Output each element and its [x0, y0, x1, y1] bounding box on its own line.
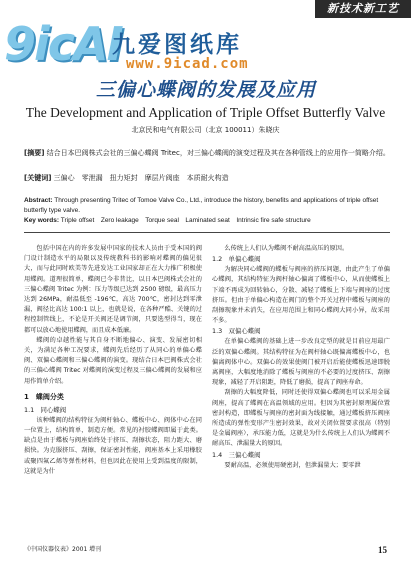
affiliation: 北京民和电气有限公司（北京 100011）朱晓庆	[131, 126, 280, 134]
watermark-site-name: 九爱图纸库	[112, 32, 242, 58]
article-title-en: The Development and Application of Triple Offset Butterfly Valve	[25, 105, 386, 120]
journal-footer: 《中国仪器仪表》2001 增刊	[24, 546, 102, 553]
section-tag: 新技术新工艺	[315, 0, 411, 18]
body-column-left	[24, 244, 202, 524]
abstract-en	[24, 196, 390, 216]
subsection-heading: 1.1 同心蝶阀	[24, 405, 67, 414]
abstract-en-text: Through presenting Tritec of Tomoe Valve Co., Ltd., introduce the history, benefits and applications of triple offset butterfly type valve.	[24, 197, 379, 214]
keywords-cn-text: 三偏心 零泄漏 扭力矩封 摩层片阀座 本质耐火构造	[53, 174, 229, 182]
abstract-cn	[24, 148, 390, 159]
abstract-en-label: Abstract:	[24, 197, 53, 204]
subsection-heading: 1.2 单偏心蝶阀	[212, 255, 261, 264]
paragraph: 刮擦的大幅度降低，同时还使得双偏心蝶阀也可以采用金属阀座，提高了蝶阀在高温领域的应用。但因为其密封原理属位置密封构造，即蝶板与阀座的密封面为线接触，通过蝶板挤压阀座所造成的弹性变形产生密封效果，故对关闭位置要求很高（特别是金属阀座），承压能力低，这就是为什么传统上人们认为蝶阀不耐高压、泄漏量大的原因。	[212, 389, 390, 448]
abstract-divider	[24, 232, 390, 233]
keywords-en-label: Key words:	[24, 217, 60, 224]
watermark-logo: 9icAI	[4, 17, 122, 71]
paragraph: 要耐高温，必须使用硬密封，但泄漏量大；要零泄	[224, 461, 361, 469]
watermark-url: www.9icad.com	[126, 56, 249, 72]
abstract-cn-label: [摘要]	[24, 149, 45, 157]
paragraph: 蝶阀的卓越性能与其自身不断地偏心、演变、发展密切相关，为满足各种工况要求，蝶阀先后经历了从同心的单偏心蝶阀、双偏心蝶阀和三偏心蝶阀的演变。现结合日本巴阀株式会社的三偏心蝶阀 Tritec 对蝶阀的演变过程及三偏心蝶阀的发展和应用作简单介绍。	[24, 336, 202, 385]
body-column-right	[212, 244, 390, 524]
keywords-cn	[24, 173, 390, 184]
paragraph: 在单偏心蝶阀的基础上进一步改良定型的就是目前应用最广泛的双偏心蝶阀。其结构特征为在阀杆轴心既偏离蝶板中心，也偏离阀体中心。双偏心的效果使阀门被开启后能使蝶板迅速即脱离阀座，大幅度地消除了蝶板与阀座的不必要的过度挤压、刮擦现象，减轻了开启阻距，降低了磨损，提高了阀座寿命。	[212, 338, 390, 387]
keywords-en	[24, 216, 390, 226]
paragraph: 包括中国在内的许多发展中国家的技术人员由于受本国的阀门设计制造水平的局限以及传统教科书的影响对蝶阀的偏见很大，而与此同时欧美等先进发达工业国家却正在大力推广积极使用蝶阀。道理很简单，蝶阀已今非昔比，以日本巴阀株式会社的三偏心蝶阀 Tritec 为例：压力等级已达到 2500 磅级，最高压力达到 26MPa，耐温低至 -196℃，高达 700℃，密封达到零泄漏，阀径比高达 100:1 以上，也就是说，在各种严酷、关键的过程控制管线上，不论是开关阀还是调节阀，只要选型得当，现在都可以放心地使用蝶阀，而且成本低廉。	[24, 245, 202, 334]
paragraph: 该种蝶阀的结构特征为阀杆轴心、蝶板中心、阀体中心在同一位置上，结构简单，制造方便。常见的衬胶蝶阀即属于此类。缺点是由于蝶板与阀座始终处于挤压、刮擦状态，阻力距大、磨损快。为克服挤压、刮擦，保证密封性能，阀座基本上采用橡胶或聚四氟乙烯等弹性材料，但也因此在使用上受到温度的限制，这就是为什	[24, 416, 202, 475]
subsection-heading: 1.4 三偏心蝶阀	[212, 450, 261, 459]
page-number: 15	[378, 545, 387, 555]
abstract-cn-text: 结合日本巴阀株式会社的三偏心蝶阀 Tritec，对三偏心蝶阀的演变过程及其在各种管线上的应用作一简略介绍。	[46, 149, 390, 157]
article-title-cn: 三偏心蝶阀的发展及应用	[95, 79, 316, 101]
keywords-en-text: Triple offset Zero leakage Torque seal Laminated seat Intrinsic fire safe structure	[60, 217, 311, 224]
keywords-cn-label: [关键词]	[24, 174, 52, 182]
paragraph: 么传统上人们认为蝶阀不耐高温高压的原因。	[224, 245, 349, 252]
paragraph: 为解决同心蝶阀的蝶板与阀座的挤压问题，由此产生了单偏心蝶阀，其结构特征为阀杆轴心偏离了蝶板中心，从而使蝶板上下端不再成为回转轴心，分散、减轻了蝶板上下端与阀座的过度挤压。但由于单偏心构造在阀门的整个开关过程中蝶板与阀座的刮擦现象并未消失，在应用范围上和同心蝶阀大同小异，故采用不多。	[212, 266, 390, 325]
subsection-heading: 1.3 双偏心蝶阀	[212, 327, 261, 336]
section-heading: 1 蝶阀分类	[24, 392, 64, 401]
